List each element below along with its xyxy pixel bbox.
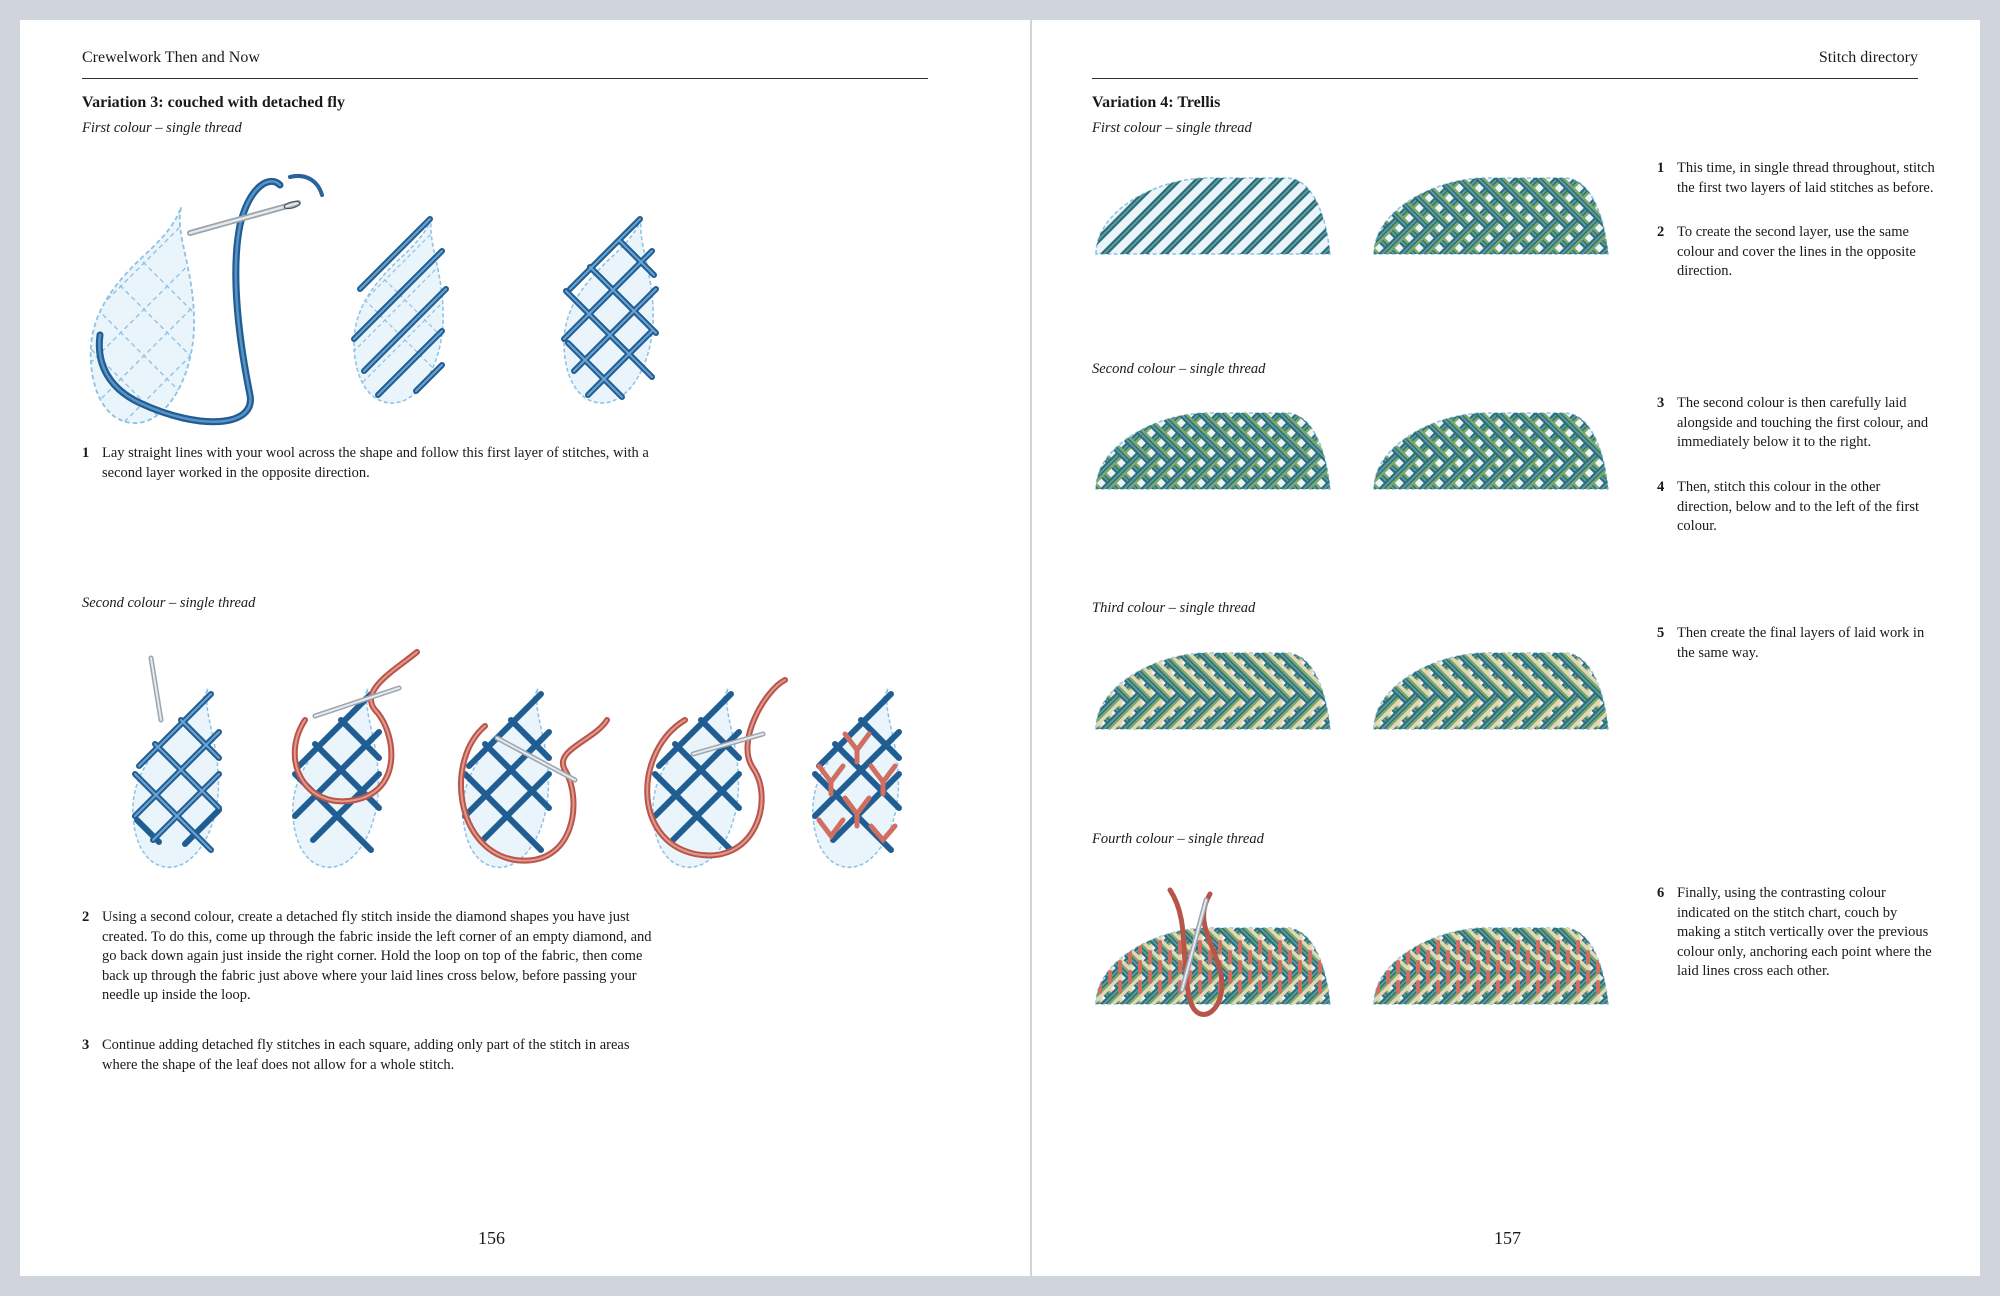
step-text: To create the second layer, use the same colour and cover the lines in the opposite direction. [1677, 224, 1916, 279]
leaf-crossed-layers-illustration [560, 215, 670, 420]
step-text: The second colour is then carefully laid alongside and touching the first colour, and immediately below it to the right. [1677, 395, 1929, 450]
second-colour-label: Second colour – single thread [1092, 361, 1266, 377]
step-2 [82, 908, 664, 1006]
header-rule [1092, 78, 1918, 79]
step-text: Finally, using the contrasting colour indicated on the stitch chart, couch by making a stitch vertically over the previous colour only, anchoring each point where the laid lines cross each other. [1677, 885, 1932, 979]
step-number: 6 [1657, 885, 1665, 901]
step-1 [1657, 159, 1937, 198]
running-head-right: Stitch directory [1818, 49, 1918, 66]
step-1 [82, 444, 662, 483]
step-5 [1657, 624, 1937, 663]
step-number: 1 [1657, 160, 1665, 176]
trellis-row-1-illustration [1090, 160, 1620, 270]
step-2 [1657, 223, 1937, 282]
step-text: Continue adding detached fly stitches in each square, adding only part of the stitch in areas where the shape of the leaf does not allow for a whole stitch. [102, 1037, 630, 1073]
leaf-needle-illustration [80, 165, 340, 435]
variation-title: Variation 3: couched with detached fly [82, 94, 345, 111]
page-number-left: 156 [478, 1228, 505, 1248]
third-colour-label: Third colour – single thread [1092, 600, 1256, 616]
fly-stitch-sequence-illustration [115, 650, 975, 880]
trellis-row-2-illustration [1090, 395, 1620, 505]
running-head-left: Crewelwork Then and Now [82, 49, 260, 66]
step-text: Using a second colour, create a detached fly stitch inside the diamond shapes you have just created. To do this, come up through the fabric inside the left corner of an empty diamond, and go back down again just inside the right corner. Hold the loop on top of the fabric, then come back up through the fabric just above where your laid lines cross below, before passing your needle up inside the loop. [102, 909, 652, 1003]
right-page [1032, 20, 1980, 1276]
page-number-right: 157 [1494, 1228, 1521, 1248]
header-rule [82, 78, 928, 79]
trellis-row-4-illustration [1090, 880, 1620, 1040]
step-number: 2 [1657, 224, 1665, 240]
second-colour-label: Second colour – single thread [82, 595, 256, 611]
left-page [20, 20, 1030, 1276]
step-text: Then, stitch this colour in the other direction, below and to the left of the first colour. [1677, 479, 1919, 534]
step-text: Lay straight lines with your wool across the shape and follow this first layer of stitches, with a second layer worked in the opposite direction. [102, 445, 649, 481]
step-number: 2 [82, 909, 90, 925]
step-text: Then create the final layers of laid work in the same way. [1677, 625, 1925, 661]
step-text: This time, in single thread throughout, stitch the first two layers of laid stitches as before. [1677, 160, 1935, 196]
step-number: 5 [1657, 625, 1665, 641]
first-colour-label: First colour – single thread [1092, 120, 1252, 136]
step-3 [1657, 394, 1937, 453]
trellis-row-3-illustration [1090, 635, 1620, 745]
variation-title: Variation 4: Trellis [1092, 94, 1221, 111]
step-3 [82, 1036, 664, 1075]
first-colour-label: First colour – single thread [82, 120, 242, 136]
step-4 [1657, 478, 1937, 537]
leaf-first-layer-illustration [350, 215, 460, 420]
step-number: 1 [82, 445, 90, 461]
step-6 [1657, 884, 1937, 982]
fourth-colour-label: Fourth colour – single thread [1092, 831, 1264, 847]
step-number: 3 [1657, 395, 1665, 411]
step-number: 3 [82, 1037, 90, 1053]
step-number: 4 [1657, 479, 1665, 495]
